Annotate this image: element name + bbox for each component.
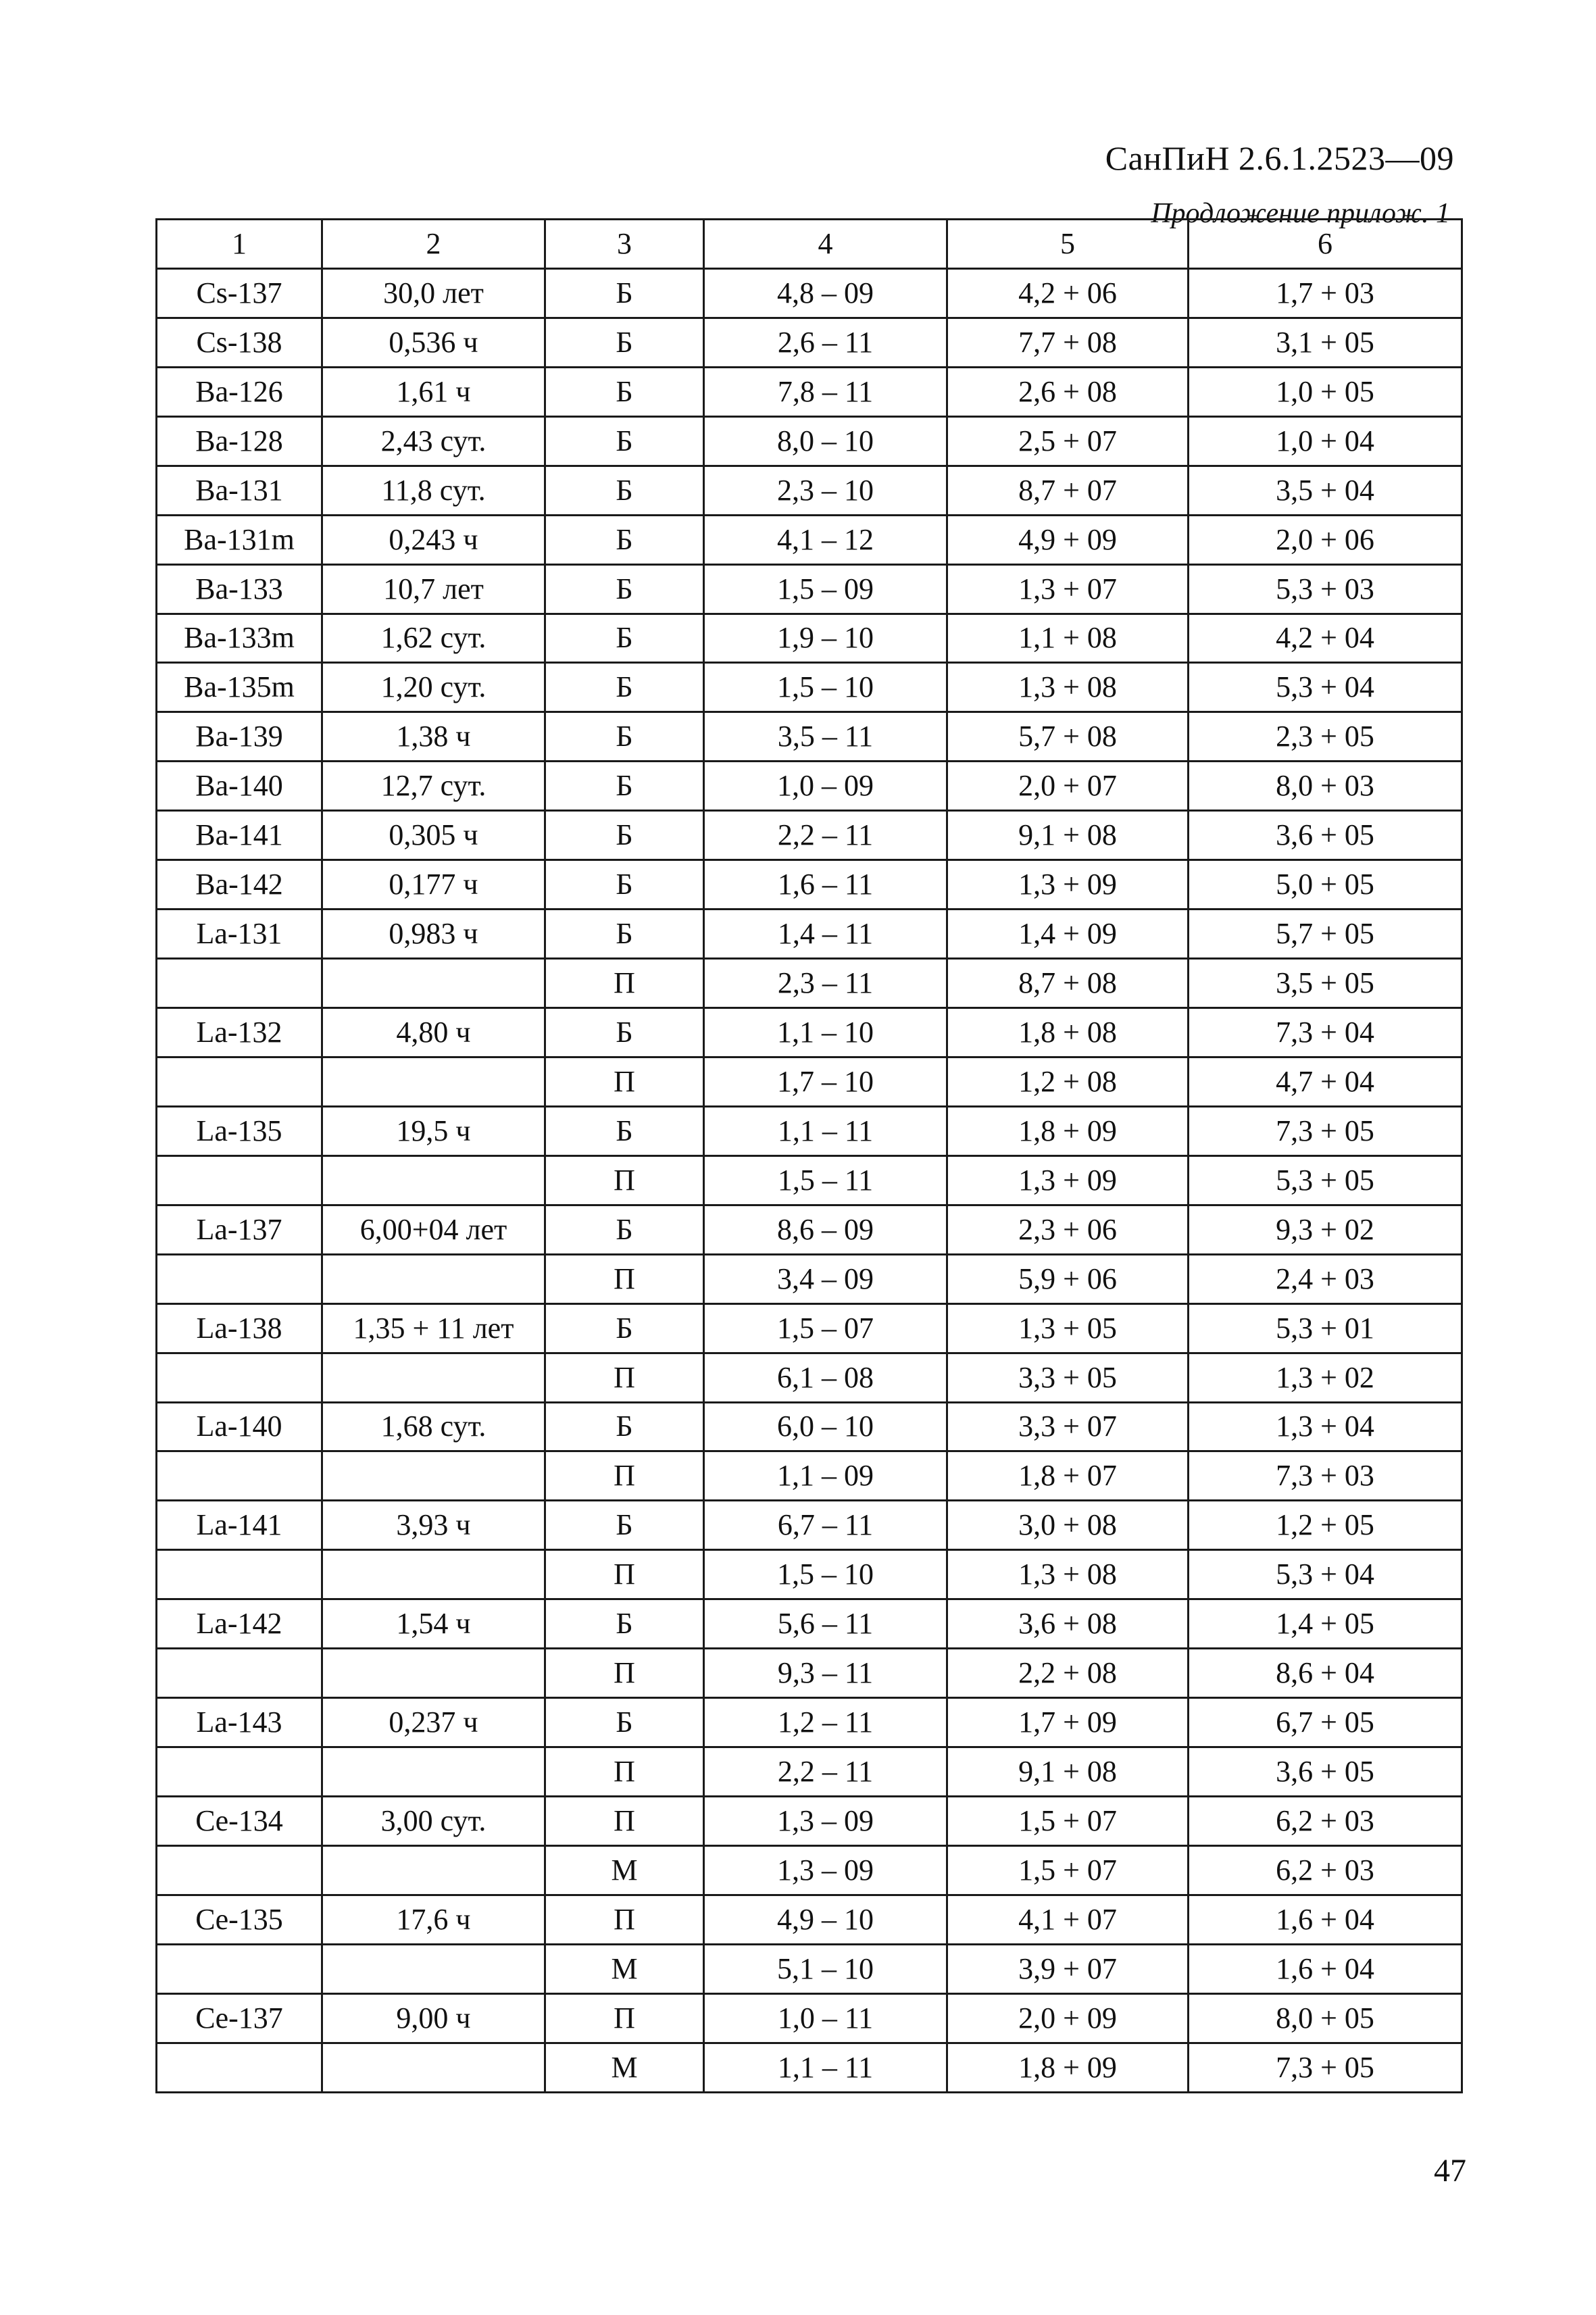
table-cell: М (545, 1845, 704, 1895)
table-cell: 3,5 + 04 (1189, 466, 1462, 515)
table-cell: Б (545, 466, 704, 515)
table-cell: Cs-137 (157, 268, 322, 318)
table-cell (157, 1944, 322, 1993)
table-cell: 8,0 + 05 (1189, 1993, 1462, 2043)
table-row (157, 1451, 1462, 1501)
table-cell: 9,3 – 11 (704, 1649, 947, 1698)
table-cell: 7,8 – 11 (704, 367, 947, 416)
table-row (157, 762, 1462, 811)
table-cell: Б (545, 1205, 704, 1254)
table-cell: 3,5 + 05 (1189, 959, 1462, 1008)
table-cell: Ba-139 (157, 712, 322, 762)
table-cell: 1,1 – 09 (704, 1451, 947, 1501)
table-cell: 6,00+04 лет (322, 1205, 545, 1254)
table-cell: 1,54 ч (322, 1599, 545, 1649)
table-cell (157, 1057, 322, 1106)
table-cell: 1,2 + 08 (947, 1057, 1189, 1106)
column-header: 5 (947, 220, 1189, 269)
table-cell: 2,2 – 11 (704, 1747, 947, 1797)
table-cell: Б (545, 860, 704, 910)
table-cell: 1,3 + 02 (1189, 1353, 1462, 1402)
table-cell: 1,8 + 09 (947, 1106, 1189, 1155)
table-row (157, 1057, 1462, 1106)
table-cell: 4,8 – 09 (704, 268, 947, 318)
table-cell: 1,38 ч (322, 712, 545, 762)
table-cell: 8,7 + 08 (947, 959, 1189, 1008)
table-cell: 5,3 + 01 (1189, 1303, 1462, 1353)
table-cell: Б (545, 1599, 704, 1649)
table-row (157, 910, 1462, 959)
column-header: 4 (704, 220, 947, 269)
table-cell: Б (545, 515, 704, 564)
table-cell: 3,3 + 07 (947, 1402, 1189, 1451)
table-cell: 8,6 – 09 (704, 1205, 947, 1254)
table-cell: 6,1 – 08 (704, 1353, 947, 1402)
table-cell: Ba-140 (157, 762, 322, 811)
table-cell: 0,243 ч (322, 515, 545, 564)
table-cell: 1,5 + 07 (947, 1845, 1189, 1895)
table-cell: 3,3 + 05 (947, 1353, 1189, 1402)
table-cell: 3,1 + 05 (1189, 318, 1462, 367)
table-cell: 1,5 – 11 (704, 1155, 947, 1205)
table-cell: 4,1 – 12 (704, 515, 947, 564)
table-cell: 6,7 + 05 (1189, 1698, 1462, 1747)
column-header: 2 (322, 220, 545, 269)
table-cell: П (545, 1155, 704, 1205)
table-cell: 1,3 + 08 (947, 1550, 1189, 1599)
table-cell: 1,3 – 09 (704, 1845, 947, 1895)
table-cell: La-142 (157, 1599, 322, 1649)
table-cell: 8,0 – 10 (704, 416, 947, 466)
table-cell: 2,5 + 07 (947, 416, 1189, 466)
table-row (157, 1649, 1462, 1698)
table-cell: 2,43 сут. (322, 416, 545, 466)
table-cell: 11,8 сут. (322, 466, 545, 515)
table-row (157, 1599, 1462, 1649)
table-cell: 1,4 + 09 (947, 910, 1189, 959)
table-cell: 1,0 – 09 (704, 762, 947, 811)
table-cell: 1,6 + 04 (1189, 1944, 1462, 1993)
table-cell: Б (545, 712, 704, 762)
table-cell: 1,61 ч (322, 367, 545, 416)
table-cell (322, 1747, 545, 1797)
table-cell: 1,0 + 04 (1189, 416, 1462, 466)
table-cell: Б (545, 1698, 704, 1747)
table-cell (322, 1944, 545, 1993)
table-cell: 5,7 + 08 (947, 712, 1189, 762)
table-cell: La-131 (157, 910, 322, 959)
table-cell: Ba-142 (157, 860, 322, 910)
table-cell: Ce-134 (157, 1797, 322, 1846)
table-row (157, 860, 1462, 910)
table-cell: Б (545, 910, 704, 959)
table-row (157, 663, 1462, 712)
table-row (157, 1845, 1462, 1895)
table-cell: 0,177 ч (322, 860, 545, 910)
table-cell (322, 1155, 545, 1205)
table-row (157, 1501, 1462, 1550)
table-cell: Б (545, 1402, 704, 1451)
table-cell: 1,7 + 09 (947, 1698, 1189, 1747)
table-cell: 5,0 + 05 (1189, 860, 1462, 910)
table-cell: Б (545, 762, 704, 811)
table-cell: 2,6 + 08 (947, 367, 1189, 416)
table-cell: La-143 (157, 1698, 322, 1747)
nuclide-table (155, 218, 1463, 2093)
table-row (157, 959, 1462, 1008)
table-cell: 8,7 + 07 (947, 466, 1189, 515)
table-cell: 2,0 + 09 (947, 1993, 1189, 2043)
column-header: 1 (157, 220, 322, 269)
table-cell: 1,1 – 11 (704, 2043, 947, 2092)
table-cell (322, 1649, 545, 1698)
table-cell: Ba-133 (157, 564, 322, 614)
table-cell: 1,2 – 11 (704, 1698, 947, 1747)
table-cell: Б (545, 614, 704, 663)
table-cell: 4,1 + 07 (947, 1895, 1189, 1944)
continuation-caption: Продложение прилож. 1 (1151, 198, 1450, 229)
table-cell: Б (545, 564, 704, 614)
table-cell: La-137 (157, 1205, 322, 1254)
table-row (157, 1895, 1462, 1944)
table-row (157, 1797, 1462, 1846)
table-cell: Ba-133m (157, 614, 322, 663)
table-cell: 9,00 ч (322, 1993, 545, 2043)
table-cell: 3,5 – 11 (704, 712, 947, 762)
table-cell: 1,3 + 04 (1189, 1402, 1462, 1451)
table-cell: 0,983 ч (322, 910, 545, 959)
table-cell: 5,9 + 06 (947, 1254, 1189, 1303)
table-row (157, 1402, 1462, 1451)
table-cell: Ce-137 (157, 1993, 322, 2043)
table-cell: П (545, 1993, 704, 2043)
table-cell: 1,5 – 10 (704, 1550, 947, 1599)
table-cell (322, 1451, 545, 1501)
table-row (157, 416, 1462, 466)
table-cell: 1,1 + 08 (947, 614, 1189, 663)
table-cell: П (545, 959, 704, 1008)
table-cell: 1,0 – 11 (704, 1993, 947, 2043)
table-cell: Б (545, 416, 704, 466)
table-cell: La-132 (157, 1008, 322, 1057)
table-cell: 1,4 – 11 (704, 910, 947, 959)
nuclide-table-body (157, 220, 1462, 2093)
table-cell: 4,9 + 09 (947, 515, 1189, 564)
table-cell: 1,6 – 11 (704, 860, 947, 910)
table-cell: 3,00 сут. (322, 1797, 545, 1846)
table-cell (157, 959, 322, 1008)
table-cell: 1,3 + 07 (947, 564, 1189, 614)
page-number: 47 (1434, 2153, 1466, 2189)
table-row (157, 1205, 1462, 1254)
table-cell: П (545, 1451, 704, 1501)
table-cell: 30,0 лет (322, 268, 545, 318)
table-cell: 5,3 + 04 (1189, 663, 1462, 712)
table-cell: Б (545, 268, 704, 318)
table-cell: 1,8 + 09 (947, 2043, 1189, 2092)
table-row (157, 564, 1462, 614)
table-cell: 7,3 + 03 (1189, 1451, 1462, 1501)
table-row (157, 367, 1462, 416)
table-cell: 9,3 + 02 (1189, 1205, 1462, 1254)
table-cell: 1,5 – 10 (704, 663, 947, 712)
table-cell: 5,6 – 11 (704, 1599, 947, 1649)
table-cell (157, 1155, 322, 1205)
table-cell: М (545, 2043, 704, 2092)
table-cell: 0,536 ч (322, 318, 545, 367)
table-cell: 4,2 + 04 (1189, 614, 1462, 663)
table-row (157, 318, 1462, 367)
table-cell: 2,3 – 10 (704, 466, 947, 515)
table-cell: Б (545, 1501, 704, 1550)
table-cell: La-135 (157, 1106, 322, 1155)
table-cell: 9,1 + 08 (947, 1747, 1189, 1797)
table-cell: 4,7 + 04 (1189, 1057, 1462, 1106)
table-cell: 2,4 + 03 (1189, 1254, 1462, 1303)
table-cell: 9,1 + 08 (947, 811, 1189, 860)
table-cell: 10,7 лет (322, 564, 545, 614)
table-cell: Ba-126 (157, 367, 322, 416)
table-cell: 1,2 + 05 (1189, 1501, 1462, 1550)
table-cell: 7,3 + 05 (1189, 2043, 1462, 2092)
table-cell: П (545, 1895, 704, 1944)
table-cell (157, 2043, 322, 2092)
table-cell: 2,0 + 07 (947, 762, 1189, 811)
table-cell: 2,3 + 05 (1189, 712, 1462, 762)
table-cell: 6,7 – 11 (704, 1501, 947, 1550)
table-cell: 1,3 + 05 (947, 1303, 1189, 1353)
table-cell: 1,1 – 11 (704, 1106, 947, 1155)
table-cell: Ce-135 (157, 1895, 322, 1944)
table-row (157, 1254, 1462, 1303)
table-cell (157, 1254, 322, 1303)
table-cell (157, 1353, 322, 1402)
table-cell: 3,0 + 08 (947, 1501, 1189, 1550)
table-header-row (157, 220, 1462, 269)
table-cell: П (545, 1254, 704, 1303)
table-cell: 1,35 + 11 лет (322, 1303, 545, 1353)
table-cell: 6,2 + 03 (1189, 1845, 1462, 1895)
table-cell (322, 1254, 545, 1303)
table-cell (157, 1451, 322, 1501)
table-cell: 5,3 + 05 (1189, 1155, 1462, 1205)
table-cell: 19,5 ч (322, 1106, 545, 1155)
table-cell: 2,2 – 11 (704, 811, 947, 860)
table-cell: 3,9 + 07 (947, 1944, 1189, 1993)
table-cell: П (545, 1747, 704, 1797)
table-cell: 2,2 + 08 (947, 1649, 1189, 1698)
document-code: СанПиН 2.6.1.2523—09 (1105, 139, 1454, 177)
table-cell: Ba-131m (157, 515, 322, 564)
table-cell: 1,1 – 10 (704, 1008, 947, 1057)
table-cell: 1,68 сут. (322, 1402, 545, 1451)
table-cell: 1,5 – 07 (704, 1303, 947, 1353)
column-header: 3 (545, 220, 704, 269)
table-cell: 0,237 ч (322, 1698, 545, 1747)
table-row (157, 1008, 1462, 1057)
table-cell: 5,3 + 03 (1189, 564, 1462, 614)
table-row (157, 712, 1462, 762)
table-cell (322, 1057, 545, 1106)
table-cell (157, 1550, 322, 1599)
table-row (157, 811, 1462, 860)
table-cell (157, 1649, 322, 1698)
table-row (157, 1944, 1462, 1993)
table-cell: 7,3 + 05 (1189, 1106, 1462, 1155)
table-cell: П (545, 1797, 704, 1846)
table-cell: Ba-131 (157, 466, 322, 515)
table-cell: Б (545, 1008, 704, 1057)
table-cell: 8,6 + 04 (1189, 1649, 1462, 1698)
table-cell: 1,3 + 08 (947, 663, 1189, 712)
table-row (157, 515, 1462, 564)
table-cell: La-141 (157, 1501, 322, 1550)
table-cell (157, 1845, 322, 1895)
table-row (157, 1993, 1462, 2043)
table-cell: 7,7 + 08 (947, 318, 1189, 367)
table-row (157, 1303, 1462, 1353)
table-cell: 4,9 – 10 (704, 1895, 947, 1944)
table-row (157, 1155, 1462, 1205)
table-cell: 0,305 ч (322, 811, 545, 860)
table-cell: 5,3 + 04 (1189, 1550, 1462, 1599)
table-cell: 1,5 – 09 (704, 564, 947, 614)
table-cell: 1,3 + 09 (947, 1155, 1189, 1205)
column-header: 6 (1189, 220, 1462, 269)
table-cell: 3,6 + 05 (1189, 1747, 1462, 1797)
table-cell: La-138 (157, 1303, 322, 1353)
table-cell: 2,3 + 06 (947, 1205, 1189, 1254)
table-row (157, 466, 1462, 515)
table-cell (322, 1353, 545, 1402)
table-cell: Cs-138 (157, 318, 322, 367)
table-cell: 4,2 + 06 (947, 268, 1189, 318)
table-cell: 12,7 сут. (322, 762, 545, 811)
table-cell: 17,6 ч (322, 1895, 545, 1944)
table-cell: 2,0 + 06 (1189, 515, 1462, 564)
table-cell: 3,4 – 09 (704, 1254, 947, 1303)
table-row (157, 1747, 1462, 1797)
table-cell: 6,0 – 10 (704, 1402, 947, 1451)
table-cell: 1,3 – 09 (704, 1797, 947, 1846)
table-row (157, 268, 1462, 318)
table-cell: 2,3 – 11 (704, 959, 947, 1008)
table-row (157, 1106, 1462, 1155)
table-cell: 1,5 + 07 (947, 1797, 1189, 1846)
table-cell: Б (545, 1106, 704, 1155)
table-cell: 8,0 + 03 (1189, 762, 1462, 811)
table-cell: П (545, 1057, 704, 1106)
table-cell: 2,6 – 11 (704, 318, 947, 367)
table-row (157, 1550, 1462, 1599)
table-cell: Б (545, 1303, 704, 1353)
table-cell: 3,93 ч (322, 1501, 545, 1550)
table-cell: 1,7 + 03 (1189, 268, 1462, 318)
table-cell: Ba-128 (157, 416, 322, 466)
table-cell: Ba-135m (157, 663, 322, 712)
table-cell: 1,9 – 10 (704, 614, 947, 663)
table-cell (322, 2043, 545, 2092)
table-cell: 1,62 сут. (322, 614, 545, 663)
table-cell: 1,8 + 07 (947, 1451, 1189, 1501)
table-cell: Б (545, 811, 704, 860)
table-cell: 1,4 + 05 (1189, 1599, 1462, 1649)
table-cell (157, 1747, 322, 1797)
table-cell: 1,7 – 10 (704, 1057, 947, 1106)
table-cell: Б (545, 318, 704, 367)
table-cell: 6,2 + 03 (1189, 1797, 1462, 1846)
table-cell (322, 1845, 545, 1895)
table-cell: 3,6 + 05 (1189, 811, 1462, 860)
table-cell: 1,0 + 05 (1189, 367, 1462, 416)
table-cell (322, 959, 545, 1008)
table-cell: Б (545, 367, 704, 416)
table-row (157, 1698, 1462, 1747)
table-cell: 1,6 + 04 (1189, 1895, 1462, 1944)
table-cell: 4,80 ч (322, 1008, 545, 1057)
table-row (157, 614, 1462, 663)
table-cell: 1,8 + 08 (947, 1008, 1189, 1057)
table-cell: 7,3 + 04 (1189, 1008, 1462, 1057)
table-cell: Ba-141 (157, 811, 322, 860)
table-cell: La-140 (157, 1402, 322, 1451)
table-row (157, 1353, 1462, 1402)
table-cell: 3,6 + 08 (947, 1599, 1189, 1649)
table-cell: П (545, 1550, 704, 1599)
table-cell (322, 1550, 545, 1599)
table-cell: Б (545, 663, 704, 712)
table-row (157, 2043, 1462, 2092)
table-cell: 5,7 + 05 (1189, 910, 1462, 959)
table-cell: П (545, 1649, 704, 1698)
table-cell: 1,3 + 09 (947, 860, 1189, 910)
table-cell: П (545, 1353, 704, 1402)
table-cell: М (545, 1944, 704, 1993)
table-cell: 1,20 сут. (322, 663, 545, 712)
table-cell: 5,1 – 10 (704, 1944, 947, 1993)
